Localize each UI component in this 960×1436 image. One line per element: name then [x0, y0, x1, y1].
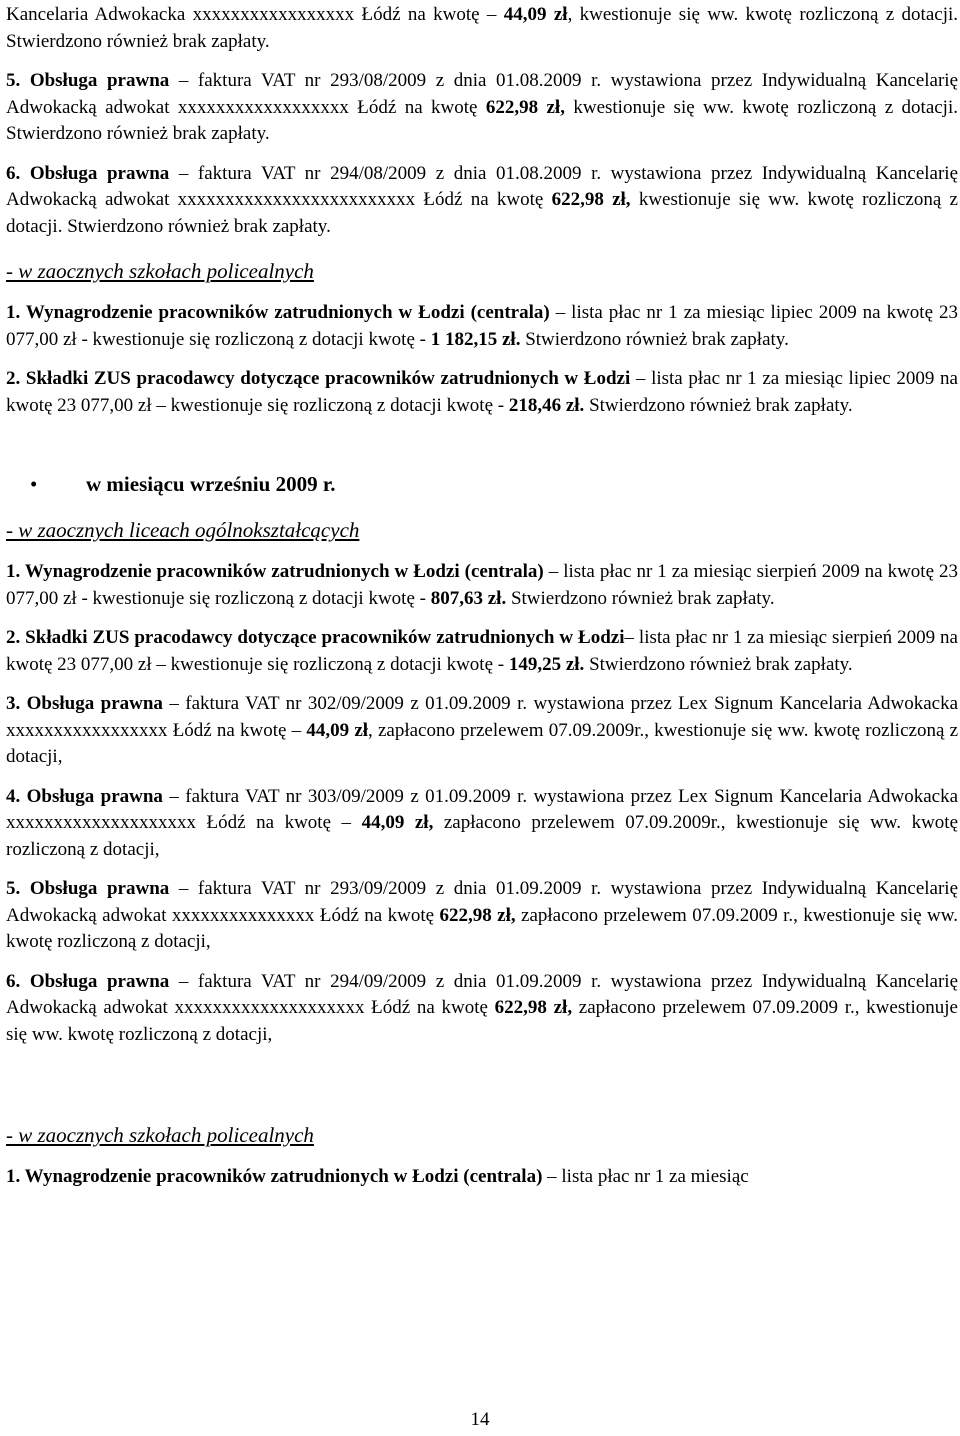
text-run: Stwierdzono również brak zapłaty. [506, 587, 775, 609]
bold-run: 4. Obsługa prawna [6, 785, 163, 807]
section-heading-post-secondary-schools: - w zaocznych szkołach policealnych [6, 259, 314, 283]
paragraph-item-4-legal-services [6, 784, 958, 864]
bold-run: 149,25 zł. [508, 653, 585, 675]
text-run: Stwierdzono również brak zapłaty. [584, 653, 853, 675]
text-run: – faktura VAT nr 294/09/2009 z dnia 01.09.2009 r. wystawiona przez Indywidualną Kancelarię Adwokacką adwokat xxxxxxxxxxxxxxxxxxxx Łódź na kwotę [6, 970, 959, 1018]
text-run: – faktura VAT nr 302/09/2009 z 01.09.2009 r. wystawiona przez Lex Signum Kancelaria Adwokacka xxxxxxxxxxxxxxxxx Łódź na kwotę – [6, 693, 959, 741]
text-run: zapłacono przelewem 07.09.2009 r., kwestionuje się ww. kwotę rozliczoną z dotacji, [6, 997, 958, 1045]
bold-run: 44,09 zł [306, 719, 369, 741]
bullet-month-heading [6, 469, 958, 499]
paragraph-item-2-zus [6, 366, 958, 419]
bullet-icon: • [30, 472, 38, 496]
bold-run: 218,46 zł. [508, 394, 585, 416]
bold-run: 1. Wynagrodzenie pracowników zatrudnionych w Łodzi (centrala) [6, 561, 544, 582]
bold-run: 6. Obsługa prawna [6, 970, 170, 992]
paragraph-item-1-salaries [6, 300, 958, 353]
text-run: – faktura VAT nr 293/09/2009 z dnia 01.09.2009 r. wystawiona przez Indywidualną Kancelarię Adwokacką adwokat xxxxxxxxxxxxxxx Łódź na kwotę [6, 878, 959, 926]
bold-run: 1. Wynagrodzenie pracowników zatrudnionych w Łodzi (centrala) [6, 302, 550, 323]
page-number: 14 [470, 1409, 490, 1430]
paragraph-item-2-zus-september [6, 625, 958, 678]
text-run: Stwierdzono również brak zapłaty. [520, 328, 789, 350]
text-run: – faktura VAT nr 294/08/2009 z dnia 01.08.2009 r. wystawiona przez Indywidualną Kancelarię Adwokacką adwokat xxxxxxxxxxxxxxxxxxxxxxxxx Łódź na kwotę [6, 162, 959, 210]
document-page [6, 2, 958, 1191]
bold-run: 44,09 zł, [361, 812, 434, 833]
paragraph-item-5-legal-services [6, 68, 958, 148]
text-run: zapłacono przelewem 07.09.2009 r., kwestionuje się ww. kwotę rozliczoną z dotacji, [6, 904, 958, 952]
section-heading-high-schools: - w zaocznych liceach ogólnokształcących [6, 518, 360, 542]
text-run: – faktura VAT nr 293/08/2009 z dnia 01.08.2009 r. wystawiona przez Indywidualną Kancelarię Adwokacką adwokat xxxxxxxxxxxxxxxxxx Łódź na kwotę [6, 70, 959, 118]
text-run: – lista płac nr 1 za miesiąc sierpień 2009 na kwotę 23 077,00 zł - kwestionuje się rozliczoną z dotacji kwotę - [6, 561, 958, 609]
text-run: – lista płac nr 1 za miesiąc lipiec 2009 na kwotę 23 077,00 zł – kwestionuje się rozliczoną z dotacji kwotę - [6, 368, 958, 416]
text-run: – lista płac nr 1 za miesiąc lipiec 2009 na kwotę 23 077,00 zł - kwestionuje się rozliczoną z dotacji kwotę - [6, 302, 958, 350]
section-heading-post-secondary-schools-2: - w zaocznych szkołach policealnych [6, 1123, 314, 1147]
text-run: – lista płac nr 1 za miesiąc [542, 1166, 749, 1187]
text-run: Kancelaria Adwokacka xxxxxxxxxxxxxxxxx Łódź na kwotę – [6, 4, 504, 25]
paragraph-item-1-salaries-cut [6, 1164, 958, 1191]
text-run: zapłacono przelewem 07.09.2009r., kwestionuje się ww. kwotę rozliczoną z dotacji, [6, 812, 958, 860]
text-run: , kwestionuje się ww. kwotę rozliczoną z dotacji. Stwierdzono również brak zapłaty. [6, 4, 959, 52]
text-run: , zapłacono przelewem 07.09.2009r., kwestionuje się ww. kwotę rozliczoną z dotacji, [6, 719, 959, 767]
bold-run: 5. Obsługa prawna [6, 70, 170, 91]
bold-run: 622,98 zł, [485, 96, 565, 118]
bold-run: 44,09 zł [503, 4, 568, 25]
text-run: Stwierdzono również brak zapłaty. [584, 394, 853, 416]
bold-run: 622,98 zł, [551, 189, 631, 210]
text-run: – faktura VAT nr 303/09/2009 z 01.09.2009 r. wystawiona przez Lex Signum Kancelaria Adwokacka xxxxxxxxxxxxxxxxxxxx Łódź na kwotę – [6, 785, 959, 833]
bold-run: 6. Obsługa prawna [6, 162, 170, 184]
bold-run: 2. Składki ZUS pracodawcy dotyczące pracowników zatrudnionych w Łodzi [6, 627, 625, 648]
text-run: kwestionuje się ww. kwotę rozliczoną z dotacji. Stwierdzono również brak zapłaty. [6, 96, 958, 144]
bold-run: 3. Obsługa prawna [6, 693, 163, 714]
bold-run: 1. Wynagrodzenie pracowników zatrudnionych w Łodzi (centrala) [6, 1166, 543, 1187]
bold-run: 1 182,15 zł. [430, 328, 521, 350]
bold-run: 622,98 zł, [494, 997, 573, 1018]
bold-run: 5. Obsługa prawna [6, 878, 170, 899]
paragraph-item-1-salaries-september [6, 559, 958, 612]
bold-run: 2. Składki ZUS pracodawcy dotyczące pracowników zatrudnionych w Łodzi [6, 368, 631, 389]
text-run: kwestionuje się ww. kwotę rozliczoną z dotacji. Stwierdzono również brak zapłaty. [6, 189, 958, 237]
paragraph-item-3-legal-services [6, 691, 958, 771]
bold-run: 622,98 zł, [439, 904, 516, 926]
bold-run: 807,63 zł. [430, 587, 507, 609]
paragraph-item-6-legal-services-september [6, 969, 958, 1049]
text-run: – lista płac nr 1 za miesiąc sierpień 2009 na kwotę 23 077,00 zł – kwestionuje się rozliczoną z dotacji kwotę - [6, 627, 958, 675]
paragraph-item-5-legal-services-september [6, 876, 958, 956]
paragraph-invoice-continuation [6, 2, 958, 55]
paragraph-item-6-legal-services [6, 161, 958, 241]
month-heading-text: w miesiącu wrześniu 2009 r. [86, 472, 336, 496]
